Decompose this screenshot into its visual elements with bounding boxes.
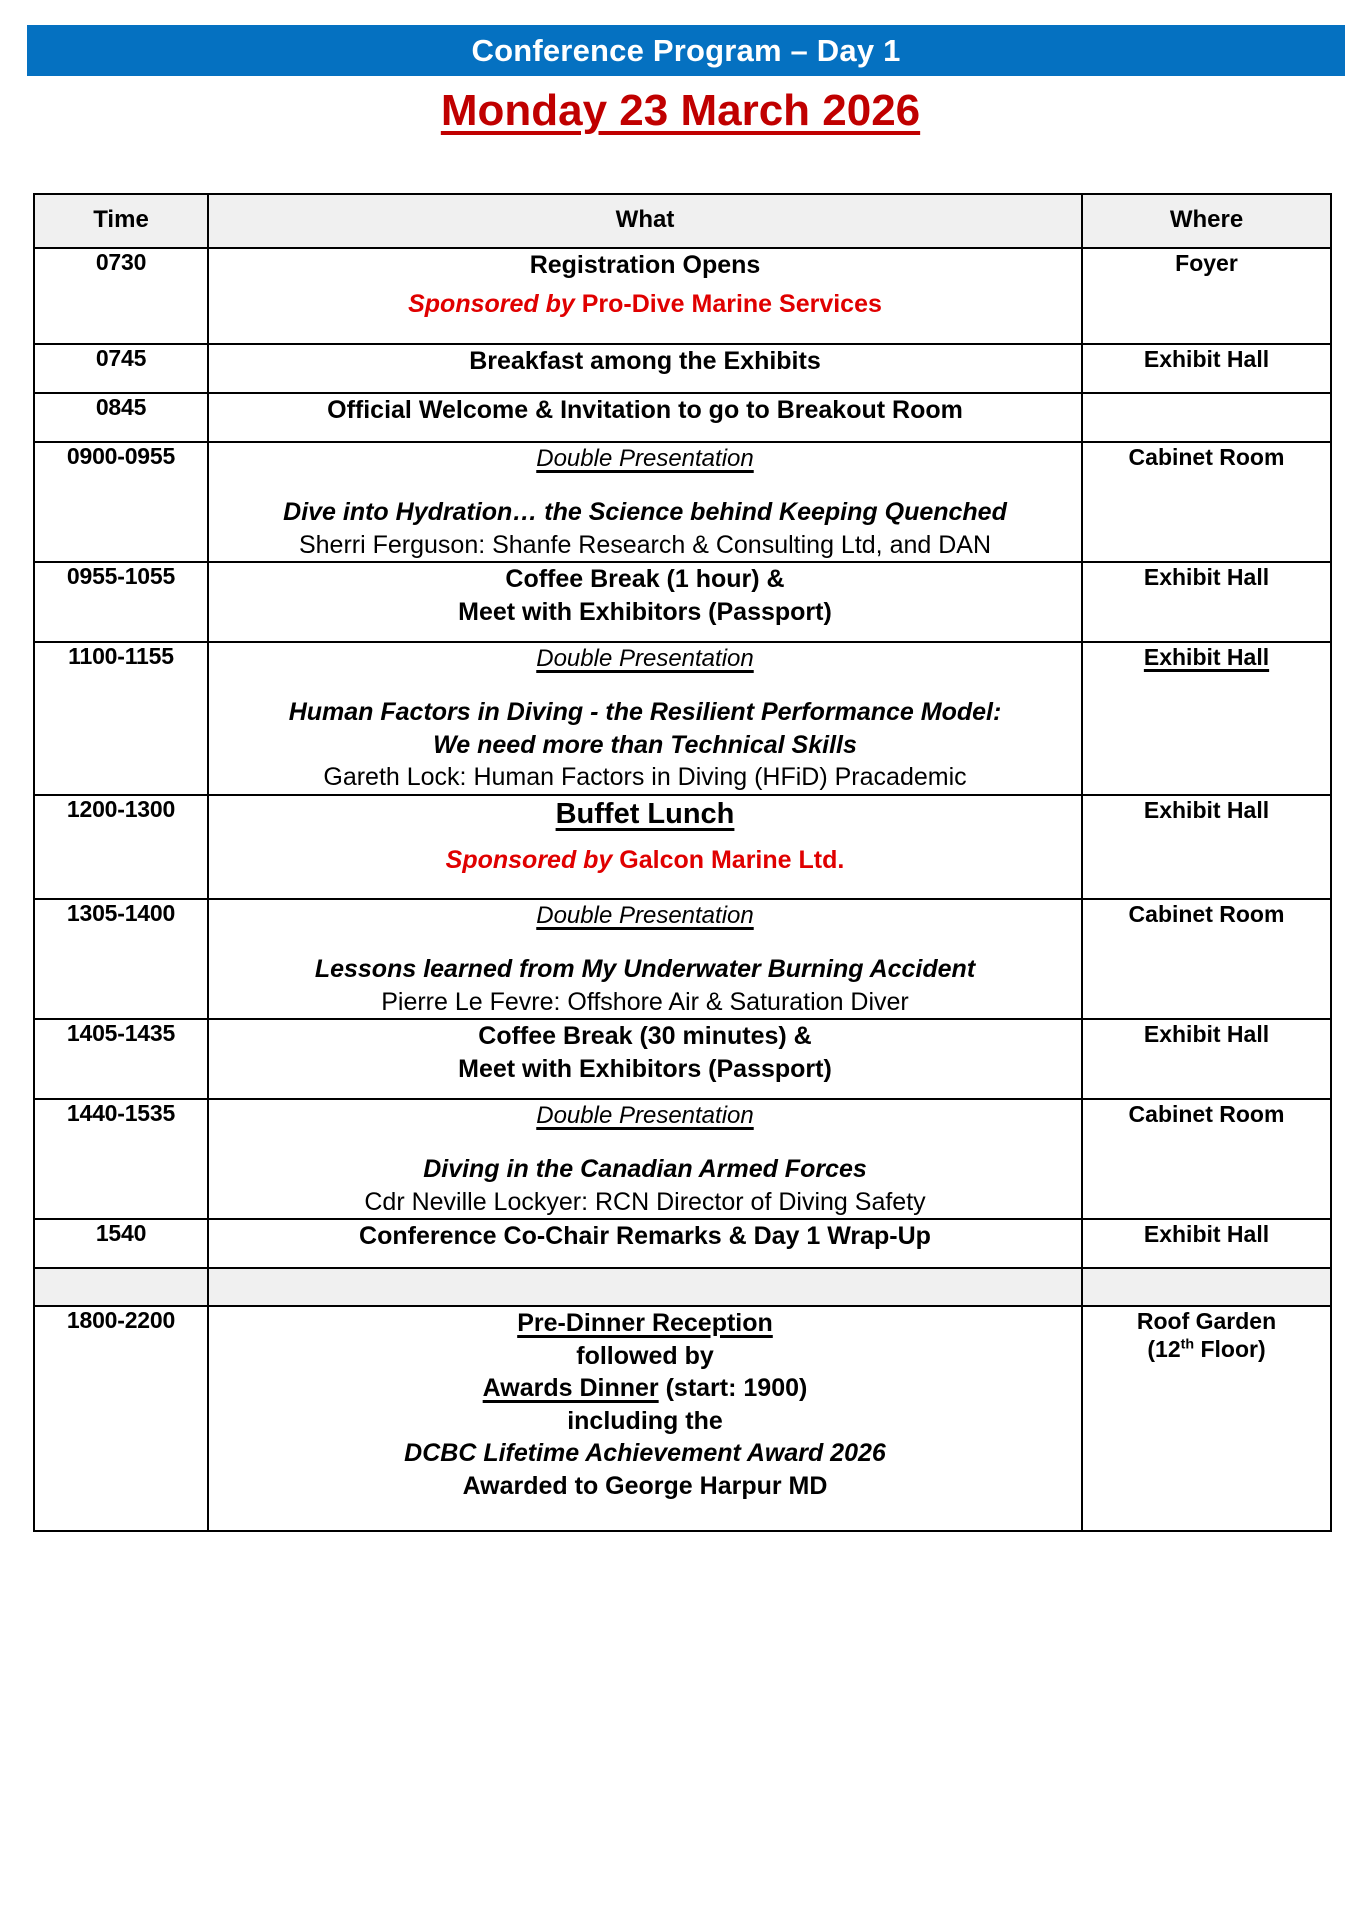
- event-text: Coffee Break (30 minutes) &: [478, 1022, 812, 1051]
- cell-what: [208, 442, 1082, 562]
- session-title: Lessons learned from My Underwater Burning Accident: [314, 955, 976, 984]
- table-row: [34, 344, 1331, 393]
- cell-where: [1082, 795, 1331, 899]
- cell-time: 0845: [34, 393, 208, 442]
- cell-where: [1082, 344, 1331, 393]
- event-text: Coffee Break (1 hour) &: [505, 565, 785, 594]
- event-title-underlined: Awards Dinner: [482, 1374, 659, 1403]
- event-title-detail: (start: 1900): [658, 1374, 808, 1403]
- spacer-cell: [1082, 1268, 1331, 1306]
- sponsor-prefix: Sponsored by: [408, 289, 575, 318]
- cell-what: [208, 899, 1082, 1019]
- session-title: Human Factors in Diving - the Resilient Performance Model:: [288, 698, 1002, 727]
- event-text: Official Welcome & Invitation to go to Breakout Room: [327, 396, 963, 424]
- cell-where: [1082, 1306, 1331, 1531]
- location-name: Cabinet Room: [1128, 444, 1285, 470]
- table-row: [34, 442, 1331, 562]
- sponsor-name: Pro-Dive Marine Services: [574, 289, 882, 318]
- table-header-row: [34, 194, 1331, 248]
- location-name: Cabinet Room: [1128, 900, 1285, 927]
- location-name: Exhibit Hall: [1143, 644, 1270, 671]
- table-row: [34, 1019, 1331, 1099]
- event-title-underlined: Pre-Dinner Reception: [517, 1309, 773, 1338]
- sponsor-line: [209, 838, 1081, 877]
- award-name: DCBC Lifetime Achievement Award 2026: [404, 1439, 886, 1468]
- banner-title: Conference Program – Day 1: [471, 33, 901, 68]
- table-row: [34, 899, 1331, 1019]
- cell-time: 1405-1435: [34, 1019, 208, 1099]
- table-row: [34, 248, 1331, 344]
- cell-time: 0730: [34, 248, 208, 344]
- event-text: Conference Co-Chair Remarks & Day 1 Wrap-Up: [359, 1222, 931, 1251]
- spacer-cell: [208, 1268, 1082, 1306]
- location-name: Cabinet Room: [1128, 1101, 1285, 1128]
- cell-what: [208, 344, 1082, 393]
- cell-where: [1082, 1219, 1331, 1268]
- table-row: [34, 1219, 1331, 1268]
- cell-what: [208, 1219, 1082, 1268]
- event-text: Breakfast among the Exhibits: [469, 347, 821, 375]
- table-row: [34, 393, 1331, 442]
- column-header-where: Where: [1082, 194, 1331, 248]
- cell-what: [208, 393, 1082, 442]
- session-type-label: Double Presentation: [536, 901, 754, 929]
- cell-what: [208, 1019, 1082, 1099]
- event-text: followed by: [576, 1341, 714, 1370]
- program-banner: [27, 25, 1345, 76]
- cell-time: 1540: [34, 1219, 208, 1268]
- location-name: Exhibit Hall: [1143, 1021, 1270, 1048]
- session-title: Dive into Hydration… the Science behind Keeping Quenched: [283, 498, 1007, 527]
- cell-what: [208, 795, 1082, 899]
- floor-prefix: (12: [1147, 1336, 1181, 1363]
- location-line-2: [1083, 1335, 1330, 1363]
- column-header-what: What: [208, 194, 1082, 248]
- event-text: Meet with Exhibitors (Passport): [458, 597, 832, 626]
- cell-what: [208, 1306, 1082, 1531]
- location-name: Exhibit Hall: [1143, 346, 1270, 372]
- session-speaker: Pierre Le Fevre: Offshore Air & Saturation Diver: [381, 987, 909, 1016]
- schedule-table-wrap: [33, 193, 1330, 1532]
- event-text: Meet with Exhibitors (Passport): [458, 1054, 832, 1083]
- cell-time: 0745: [34, 344, 208, 393]
- cell-where: [1082, 248, 1331, 344]
- cell-time: 1440-1535: [34, 1099, 208, 1219]
- table-row: [34, 562, 1331, 642]
- session-speaker: Cdr Neville Lockyer: RCN Director of Diving Safety: [364, 1187, 926, 1216]
- location-name: Exhibit Hall: [1143, 1221, 1270, 1248]
- column-header-time: Time: [34, 194, 208, 248]
- cell-time: 1100-1155: [34, 642, 208, 795]
- session-type-label: Double Presentation: [536, 1102, 754, 1130]
- schedule-spacer-row: [34, 1268, 1331, 1306]
- location-name: Exhibit Hall: [1143, 564, 1270, 591]
- cell-what: [208, 562, 1082, 642]
- event-text: including the: [567, 1406, 723, 1435]
- schedule-table-head: [34, 194, 1331, 248]
- table-row: [34, 795, 1331, 899]
- cell-where: [1082, 899, 1331, 1019]
- cell-time: 1800-2200: [34, 1306, 208, 1531]
- cell-time: 0900-0955: [34, 442, 208, 562]
- session-title: Diving in the Canadian Armed Forces: [423, 1155, 867, 1184]
- sponsor-name: Galcon Marine Ltd.: [612, 845, 845, 874]
- cell-time: 1200-1300: [34, 795, 208, 899]
- location-name: Exhibit Hall: [1143, 796, 1270, 823]
- session-title: We need more than Technical Skills: [433, 730, 857, 759]
- cell-what: [208, 642, 1082, 795]
- event-title-mixed: [209, 1372, 1081, 1405]
- sponsor-line: [209, 282, 1081, 321]
- cell-time: 0955-1055: [34, 562, 208, 642]
- table-row: [34, 1099, 1331, 1219]
- sponsor-prefix: Sponsored by: [445, 845, 613, 874]
- date-heading: [0, 88, 1361, 134]
- cell-what: [208, 248, 1082, 344]
- cell-where: [1082, 393, 1331, 442]
- date-heading-text: Monday 23 March 2026: [440, 86, 921, 135]
- session-type-label: Double Presentation: [536, 645, 754, 673]
- location-line-1: Roof Garden: [1136, 1308, 1277, 1335]
- spacer-cell: [34, 1268, 208, 1306]
- location-name: Foyer: [1175, 250, 1238, 276]
- schedule-table: [33, 193, 1332, 1532]
- session-speaker: Sherri Ferguson: Shanfe Research & Consulting Ltd, and DAN: [298, 530, 992, 559]
- table-row: [34, 642, 1331, 795]
- table-row: [34, 1306, 1331, 1531]
- cell-time: 1305-1400: [34, 899, 208, 1019]
- cell-where: [1082, 1019, 1331, 1099]
- cell-where: [1082, 442, 1331, 562]
- cell-where: [1082, 642, 1331, 795]
- cell-where: [1082, 562, 1331, 642]
- event-title-emphasis: Buffet Lunch: [555, 797, 735, 830]
- floor-ordinal-suffix: th: [1180, 1336, 1195, 1353]
- cell-what: [208, 1099, 1082, 1219]
- event-text: Awarded to George Harpur MD: [462, 1471, 828, 1500]
- schedule-table-body: [34, 248, 1331, 1531]
- session-speaker: Gareth Lock: Human Factors in Diving (HFiD) Pracademic: [323, 763, 967, 792]
- floor-suffix: Floor): [1194, 1336, 1266, 1363]
- session-type-label: Double Presentation: [536, 445, 754, 472]
- cell-where: [1082, 1099, 1331, 1219]
- event-text: Registration Opens: [529, 251, 761, 279]
